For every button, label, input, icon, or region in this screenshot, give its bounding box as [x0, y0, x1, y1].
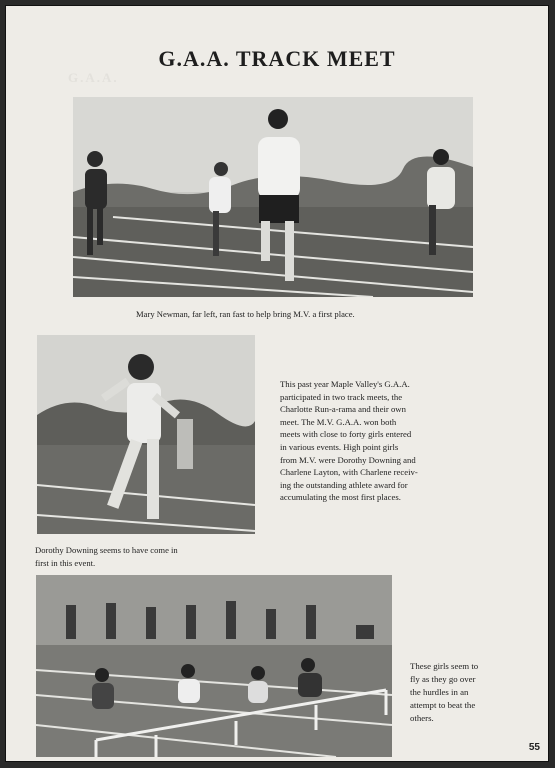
photo-finish [37, 335, 255, 534]
hurdles-photo-illustration [36, 575, 392, 757]
article-line-7: from M.V. were Dorothy Downing and [280, 454, 416, 465]
caption-hurdles-line-5: others. [410, 713, 434, 723]
photo-hurdles [36, 575, 392, 757]
caption-hurdles-line-3: the hurdles in an [410, 687, 469, 697]
caption-hurdles-line-2: fly as they go over [410, 674, 476, 684]
yearbook-page [5, 5, 549, 762]
article-line-9: ing the outstanding athlete award for [280, 479, 408, 490]
article-line-6: in various events. High point girls [280, 441, 399, 452]
caption-hurdles-line-4: attempt to beat the [410, 700, 476, 710]
article-line-4: meet. The M.V. G.A.A. won both [280, 416, 397, 427]
article-line-3: Charlotte Run-a-rama and their own [280, 404, 406, 415]
article-line-2: participated in two track meets, the [280, 391, 403, 402]
faded-heading-ghost: G.A.A. [68, 70, 119, 85]
caption-sprint: Mary Newman, far left, ran fast to help bring M.V. a first place. [136, 309, 355, 319]
caption-finish-line-2: first in this event. [35, 558, 96, 568]
article-line-8: Charlene Layton, with Charlene receiv- [280, 467, 418, 478]
caption-hurdles-line-1: These girls seem to [410, 661, 479, 671]
caption-finish [35, 544, 255, 570]
sprint-photo-illustration [73, 97, 473, 297]
page-title: G.A.A. TRACK MEET [158, 46, 396, 71]
page-number: 55 [528, 742, 540, 753]
article-body [280, 378, 480, 504]
caption-finish-line-1: Dorothy Downing seems to have come in [35, 545, 178, 555]
caption-hurdles [410, 660, 530, 725]
article-line-1: This past year Maple Valley's G.A.A. [280, 379, 410, 389]
article-line-10: accumulating the most first places. [280, 492, 401, 503]
article-line-5: meets with close to forty girls entered [280, 429, 412, 440]
finish-photo-illustration [37, 335, 255, 534]
photo-sprint [73, 97, 473, 297]
